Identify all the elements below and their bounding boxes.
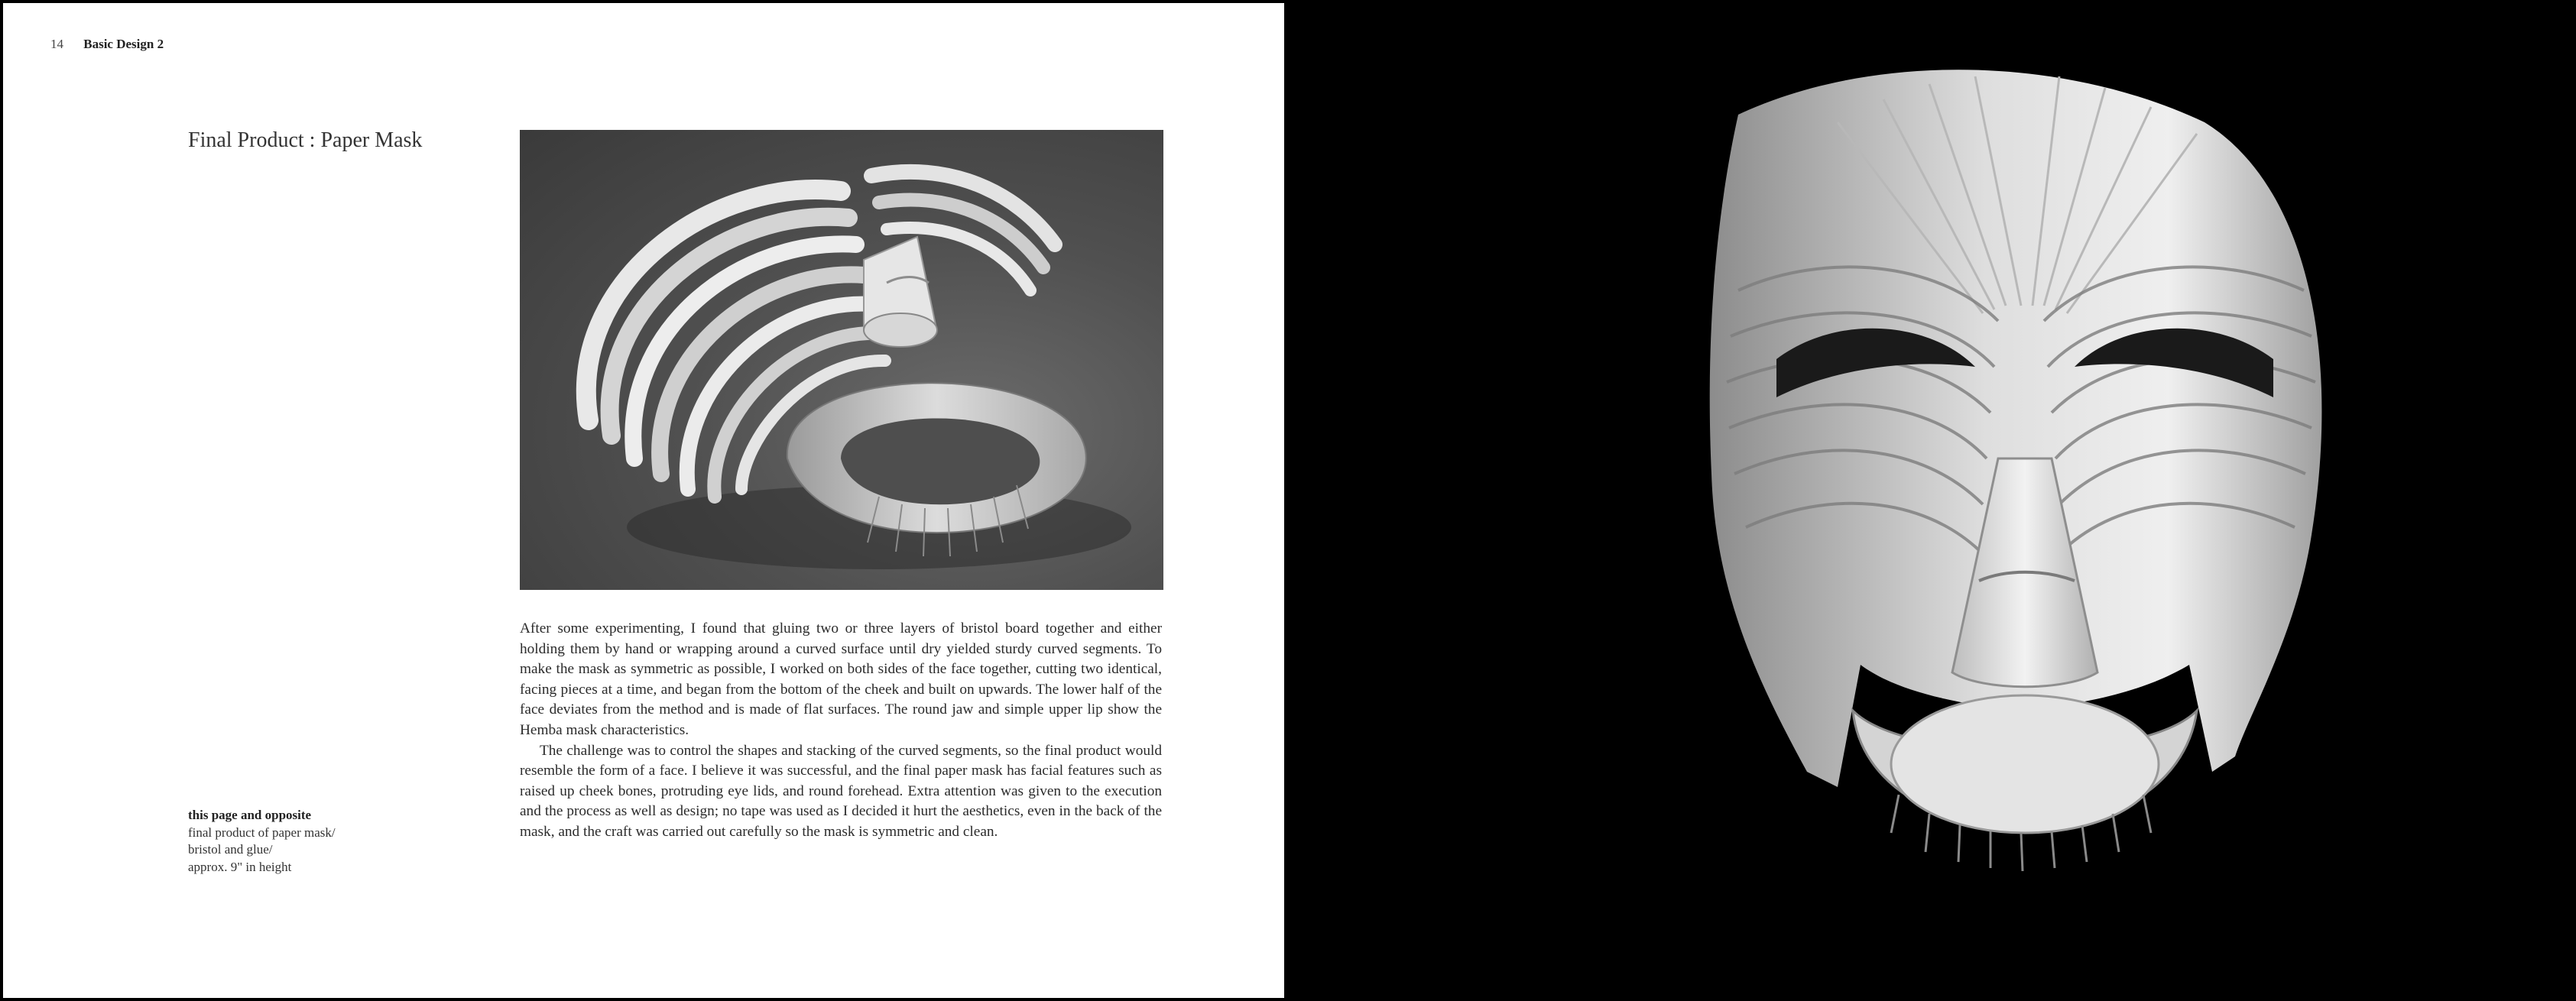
caption-line: final product of paper mask/ bbox=[188, 824, 336, 840]
photo-caption bbox=[188, 807, 417, 876]
paper-mask-side-illustration bbox=[520, 130, 1163, 590]
section-title: Final Product : Paper Mask bbox=[188, 128, 423, 152]
caption-heading: this page and opposite bbox=[188, 808, 312, 822]
left-page bbox=[0, 0, 1287, 1001]
caption-line: approx. 9" in height bbox=[188, 859, 292, 874]
running-head bbox=[50, 37, 164, 52]
page-number: 14 bbox=[50, 37, 63, 51]
running-head-title: Basic Design 2 bbox=[83, 37, 164, 51]
paper-mask-front-illustration bbox=[1287, 0, 2576, 1001]
body-text bbox=[520, 619, 1162, 843]
paper-mask-side-photo bbox=[520, 130, 1163, 590]
caption-line: bristol and glue/ bbox=[188, 842, 273, 857]
right-page bbox=[1287, 0, 2576, 1001]
body-paragraph: The challenge was to control the shapes and stacking of the curved segments, so the final product would resemble the form of a face. I believe it was successful, and the final paper mask has facial features such as raised up cheek bones, protruding eye lids, and round forehead. Extra attention was given to the execution and the process as well as design; no tape was used as I decided it hurt the aesthetics, even in the back of the mask, and the craft was carried out carefully so the mask is symmetric and clean. bbox=[520, 742, 1162, 840]
body-paragraph: After some experimenting, I found that gluing two or three layers of bristol board together and either holding them by hand or wrapping around a curved surface until dry yielded sturdy curved segments. To make the mask as symmetric as possible, I worked on both sides of the face together, cutting two identical, facing pieces at a time, and began from the bottom of the cheek and built on upwards. The lower half of the face deviates from the method and is made of flat surfaces. The round jaw and simple upper lip show the Hemba mask characteristics. bbox=[520, 620, 1162, 738]
